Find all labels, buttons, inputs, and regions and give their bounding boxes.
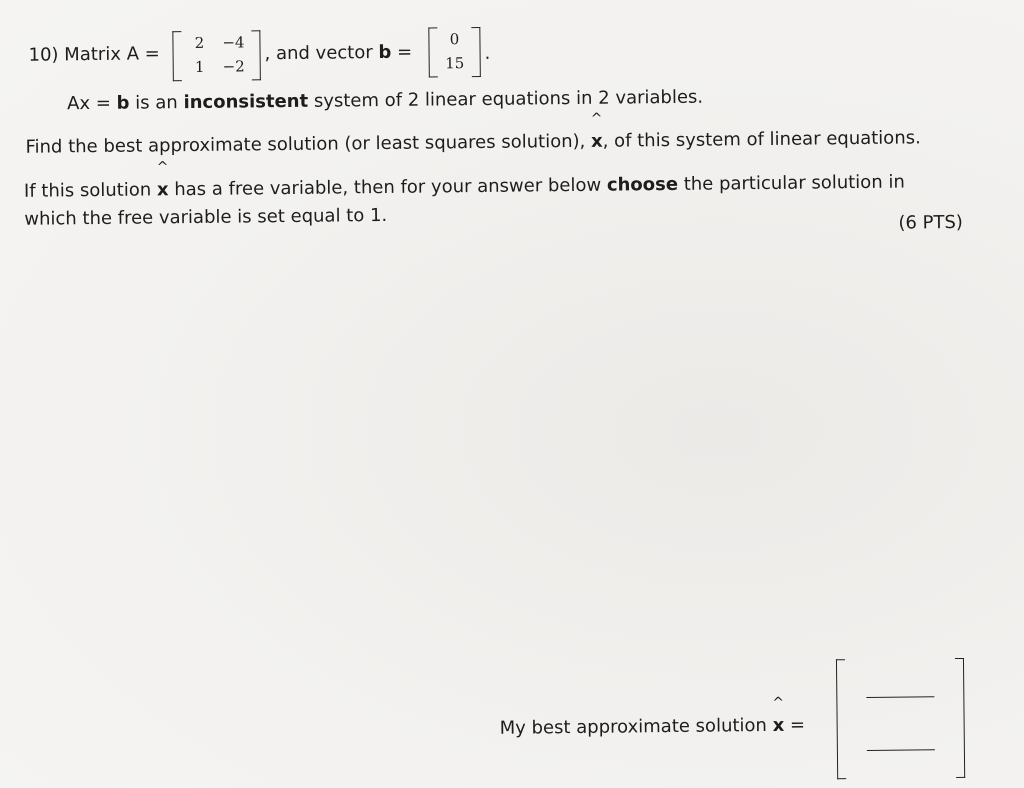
vector-b-cell: 0 — [449, 30, 460, 49]
x-hat: ^ x — [772, 694, 785, 736]
system-statement: Ax = b is an inconsistent system of 2 linear equations in 2 variables. — [66, 86, 704, 115]
find-instruction: Find the best approximate solution (or least squares solution), ^ x, of this system of linear equations. — [25, 110, 921, 158]
answer-vector-box — [836, 658, 965, 779]
x-hat: ^ x — [590, 110, 603, 152]
answer-blank-1[interactable] — [866, 696, 934, 698]
matrix-a-cell: −2 — [222, 57, 245, 76]
matrix-a-cell: −4 — [222, 33, 245, 52]
vector-label: , and vector b = — [264, 41, 413, 65]
points-label: (6 PTS) — [898, 211, 963, 234]
answer-label: My best approximate solution ^ x = — [499, 694, 806, 739]
vector-symbol: b — [378, 41, 392, 64]
inconsistent-term: inconsistent — [183, 90, 309, 114]
free-variable-instruction: If this solution ^ x has a free variable, then for your answer below choose the particular solution in — [23, 159, 905, 202]
problem-number: 10) — [28, 44, 59, 66]
trailing-period: . — [484, 42, 491, 64]
matrix-a — [172, 30, 261, 81]
free-variable-note: which the free variable is set equal to 1. — [24, 204, 388, 230]
vector-b-cell: 15 — [445, 54, 465, 73]
matrix-a-cell: 1 — [194, 57, 205, 76]
matrix-a-cell: 2 — [194, 33, 205, 52]
choose-term: choose — [606, 173, 679, 196]
matrix-label: Matrix A = — [64, 43, 160, 66]
x-hat: ^ x — [156, 159, 169, 201]
answer-blank-2[interactable] — [867, 749, 935, 751]
problem-header — [28, 43, 159, 65]
vector-b — [428, 27, 481, 78]
